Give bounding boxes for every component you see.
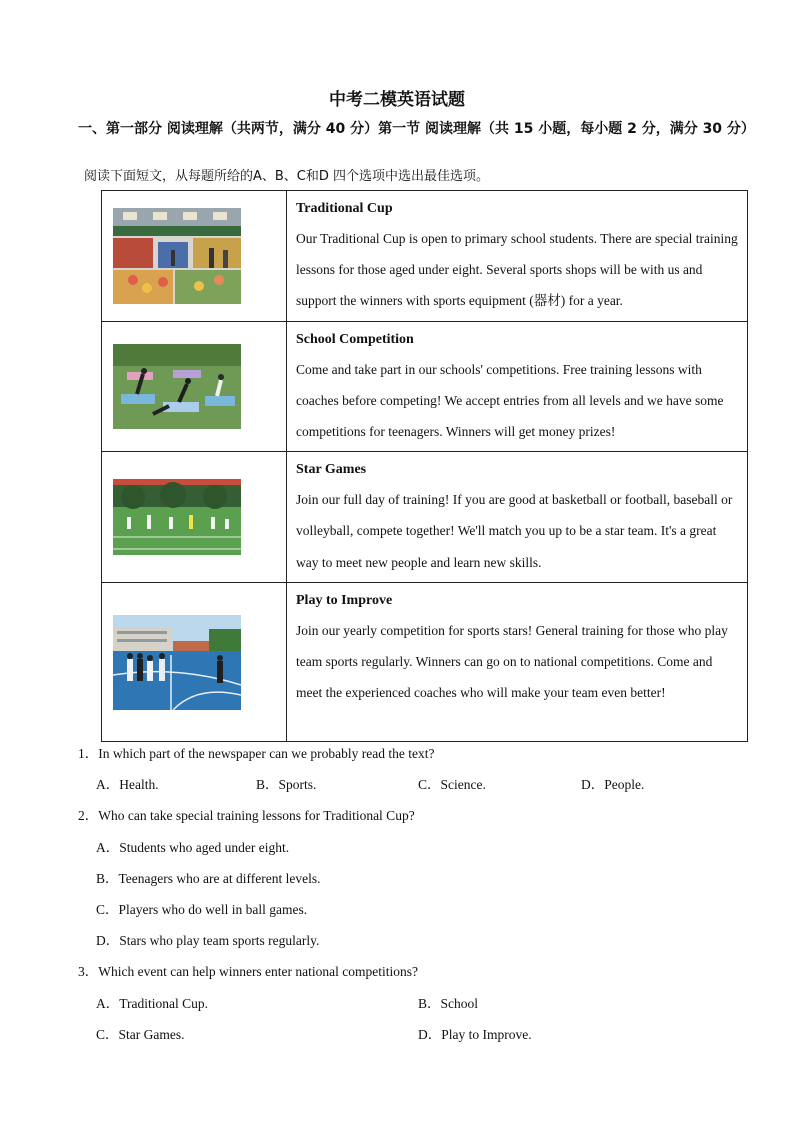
ad-title: Star Games xyxy=(296,462,367,478)
shop-photo xyxy=(113,208,241,304)
field-photo xyxy=(113,479,241,555)
ad-body: Join our yearly competition for sports stars! General training for those who play team sports regularly. Winners can go on to national competitions. Come and meet the experienced coaches who will make your team even better! xyxy=(296,622,728,701)
ad-photo-cell xyxy=(102,582,287,741)
option: B．Sports. xyxy=(256,777,317,792)
option: A．Traditional Cup. xyxy=(96,996,209,1011)
ad-title: Play to Improve xyxy=(296,592,393,608)
option: B．School xyxy=(418,996,479,1011)
option: D．People. xyxy=(581,777,645,792)
option: A．Students who aged under eight. xyxy=(96,840,290,855)
question-stem: 2．Who can take special training lessons for Traditional Cup? xyxy=(78,808,415,823)
ad-row xyxy=(102,321,748,452)
option: C．Players who do well in ball games. xyxy=(96,902,308,917)
ad-text-cell xyxy=(287,582,748,741)
ad-body: Come and take part in our schools' competitions. Free training lessons with coaches before competing! We accept entries from all levels and we have some competitions for teenagers. Winners will get money prizes! xyxy=(296,361,724,440)
option: D．Play to Improve. xyxy=(418,1027,532,1042)
ad-row xyxy=(102,191,748,322)
ad-photo-cell xyxy=(102,191,287,322)
court-photo xyxy=(113,615,241,710)
instruction: 阅读下面短文，从每题所给的A、B、C和D 四个选项中选出最佳选项。 xyxy=(84,169,490,184)
section-heading: 一、第一部分 阅读理解（共两节，满分 40 分）第一节 阅读理解（共 15 小题，每小题 2 分，满分 30 分） xyxy=(78,121,755,137)
option: A．Health. xyxy=(96,777,159,792)
option: C．Star Games. xyxy=(96,1027,185,1042)
yoga-photo xyxy=(113,344,241,429)
ad-body: Join our full day of training! If you are good at basketball or football, baseball or volleyball, compete together! We'll match you up to be a star team. It's a great way to meet new people and learn new skills. xyxy=(296,492,733,570)
ad-title: School Competition xyxy=(296,331,414,347)
ad-text-cell xyxy=(287,321,748,452)
option: B．Teenagers who are at different levels. xyxy=(96,871,321,886)
ad-row xyxy=(102,582,748,741)
ad-body: Our Traditional Cup is open to primary school students. There are special training lessons for those aged under eight. Several sports shops will be with us and support the winners with sports equipment (器材) for a year. xyxy=(296,231,738,309)
option: C．Science. xyxy=(418,777,486,792)
option: D．Stars who play team sports regularly. xyxy=(96,933,320,948)
question-stem: 1．In which part of the newspaper can we probably read the text? xyxy=(78,746,435,761)
ads-table xyxy=(101,190,748,742)
question-stem: 3．Which event can help winners enter national competitions? xyxy=(78,964,419,979)
ad-title: Traditional Cup xyxy=(296,201,393,216)
ad-photo-cell xyxy=(102,452,287,583)
ad-row xyxy=(102,452,748,583)
page-title: 中考二模英语试题 xyxy=(329,90,465,110)
ad-text-cell xyxy=(287,452,748,583)
ad-text-cell xyxy=(287,191,748,322)
ad-photo-cell xyxy=(102,321,287,452)
